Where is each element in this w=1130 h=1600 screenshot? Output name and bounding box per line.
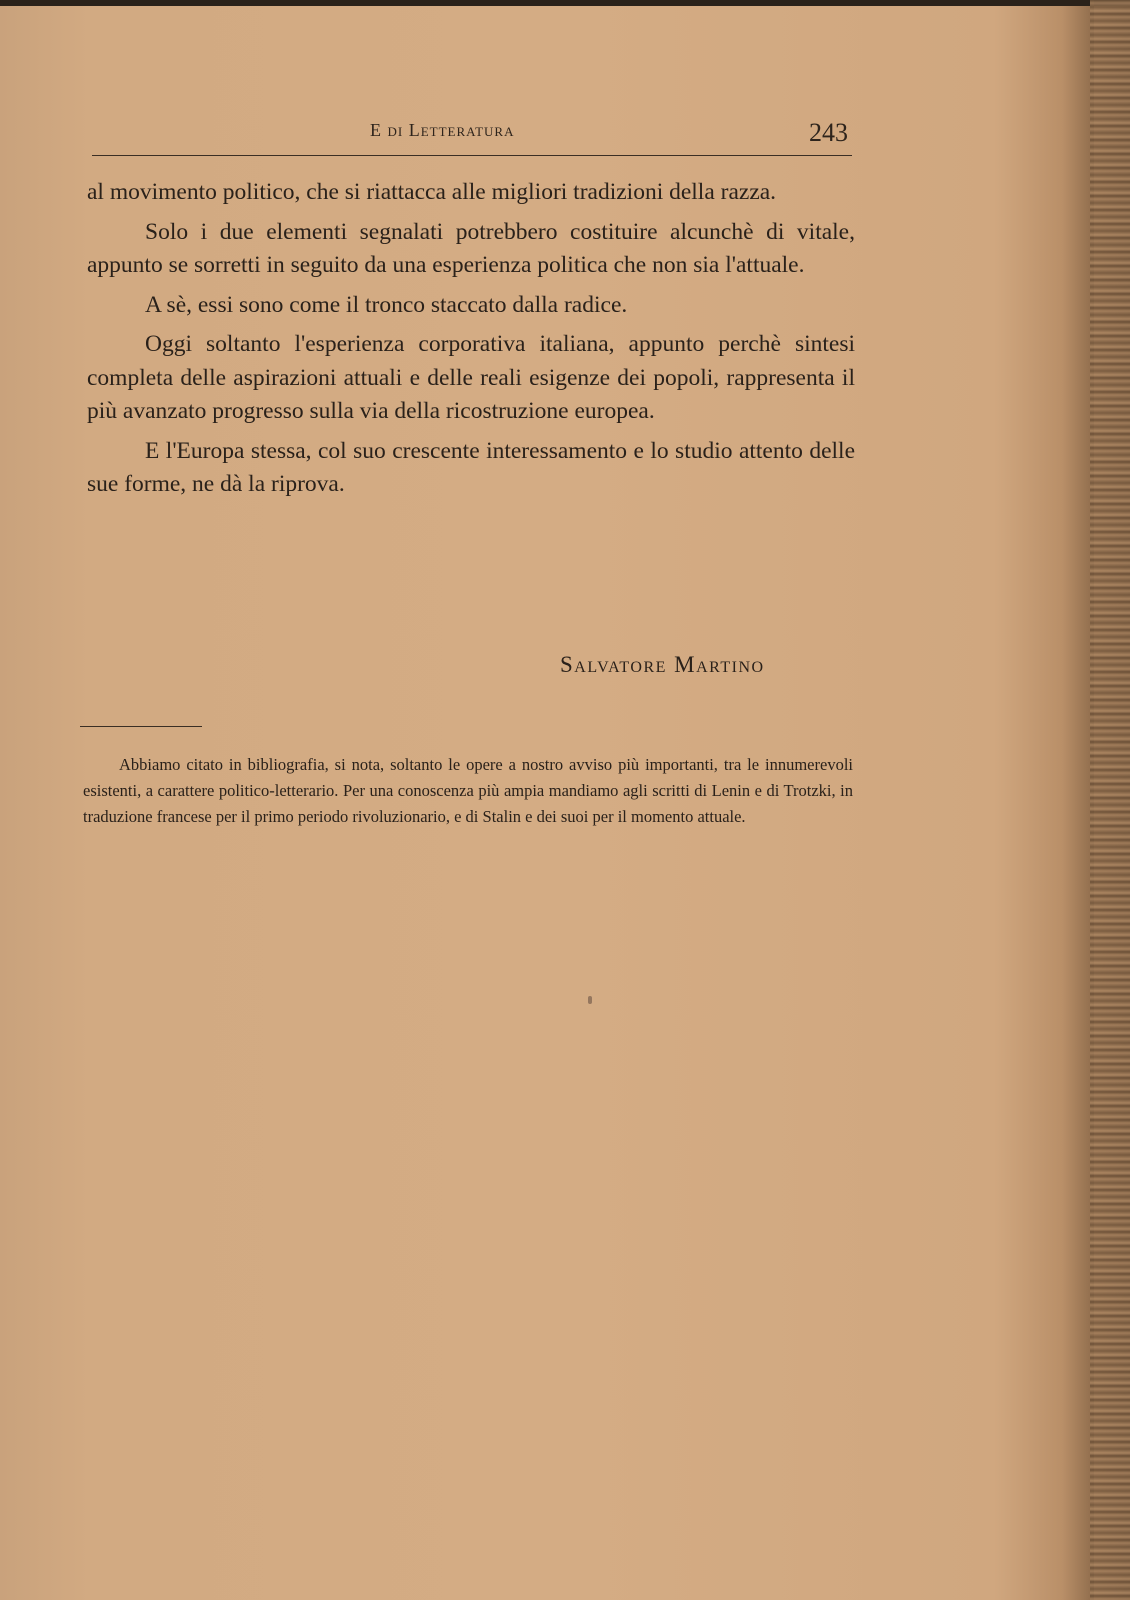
paragraph: A sè, essi sono come il tronco staccato dalla radice.	[145, 291, 628, 318]
footnote: Abbiamo citato in bibliografia, si nota, soltanto le opere a nostro avviso più importanti, tra le innumerevoli esistenti, a carattere politico-letterario. Per una conoscenza più ampia mandiamo agli scritti di Lenin e di Trotzki, in traduzione francese per il primo periodo rivoluzionario, e di Stalin e dei suoi per il momento attuale.	[83, 755, 853, 826]
page-header	[92, 118, 852, 156]
body-text	[87, 176, 855, 508]
book-spine	[1090, 0, 1130, 1600]
paragraph: al movimento politico, che si riattacca alle migliori tradizioni della razza.	[87, 179, 777, 205]
paragraph: Solo i due elementi segnalati potrebbero costituire alcunchè di vitale, appunto se sorretti in seguito da una esperienza politica che non sia l'attuale.	[87, 218, 855, 278]
paragraph: Oggi soltanto l'esperienza corporativa italiana, appunto perchè sintesi completa delle aspirazioni attuali e delle reali esigenze dei popoli, rappresenta il più avanzato progresso sulla via della ricostruzione europea.	[87, 331, 855, 424]
paper-speck	[588, 996, 592, 1004]
paragraph: E l'Europa stessa, col suo crescente interessamento e lo studio attento delle sue forme, ne dà la riprova.	[87, 437, 855, 497]
author-signature: Salvatore Martino	[560, 652, 765, 677]
page-number: 243	[809, 118, 848, 147]
header-rule	[92, 155, 852, 156]
footnote-rule	[80, 726, 202, 727]
page-top-edge	[0, 0, 1130, 6]
running-title: E di Letteratura	[370, 120, 515, 140]
